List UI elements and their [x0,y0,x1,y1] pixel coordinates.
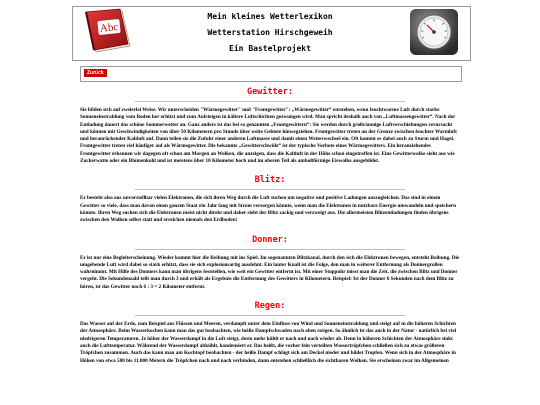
barometer-gauge-icon [409,8,459,56]
section-blitz [80,174,460,224]
divider [135,101,405,102]
nav-bar [80,66,462,82]
divider [135,249,405,250]
section-gewitter [80,86,460,165]
site-tagline: Ein Bastelprojekt [229,44,311,53]
site-subtitle: Wetterstation Hirschgeweih [207,28,333,37]
back-button[interactable]: Zurück [84,69,107,77]
logo-text: Abc [99,21,119,35]
section-text: Er besteht also aus unvorstellbar vielen Elektronen, die sich ihren Weg durch die Luft suchen um negative und positive Ladungen auszugleichen. Das sind in einem Gewitter so viele, dass man davon einen ganzen Staat ein Jahr lang mit Strom versorgen könnte, wenn man die Elektronen in nutzbare Energie umwandeln und speichern könnte. Ihren Weg suchen sich die Elektronen meist nicht direkt und daher sieht der Blitz zackig und verzweigt aus. Die allermeisten Blitzentladungen finden übrigens zwischen den Wolken selbst statt und erreichen niemals den Erdboden! [80,195,457,224]
section-donner [80,234,460,291]
dictionary-book-icon [78,8,138,56]
section-title: Regen: [254,301,286,312]
section-text: Sie bilden sich auf zweierlei Weise. Wir unterscheiden "Wärmegewitter" und "Frontgewitter": „Wärmegewitter“ entstehen, wenn feuchtwarme Luft durch starke Sonneneinstrahlung vom Boden her erhitzt und zum Aufsteigen in kältere Luftschichten gezwungen wird. Man spricht deshalb auch von „Luftmassengewitter“. Nach der Entladung dauert das schöne Sommerwetter an. Ganz anders ist das bei so genannten „Frontgewittern“: Sie werden durch großräumige Luftverschiebungen verursacht und können mit Geschwindigkeiten von über 50 Kilometern pro Stunde über weite Gebiete hinwegziehen. Frontgewitter treten an der Grenze zwischen feuchter Warmluft und heranrückender Kaltluft auf. Dann teilen sie die Zufuhr einer anderen Luftmasse und damit einen Wetterwechsel ein. Oft kommt es dabei auch zu Sturm und Hagel. Frontgewitter treten viel häufiger auf als Wärmegewitter. Die bekannte „Gewitterschwüle“ ist der typische Vorbote eines Wärmegewitters. Ein heranziehendes Frontgewitter erkennen wir dagegen oft schon am Morgen an Wolken, die anzeigen, dass die Kaltluft in der Höhe schon eingetroffen ist. Eine Gewitterwolke sieht aus wie Zuckerwatte oder ein Blumenkohl und ist meistens über 10 Kilometer hoch und im oberen Teil als amboßförmige Eiswolke ausgebildet. [80,107,457,165]
section-text: Das Wasser auf der Erde, zum Beispiel aus Flüssen und Meeren, verdampft unter dem Einfluss von Wind und Sonneneinstrahlung und steigt auf in die höheren Schichten der Atmosphäre. Beim Wasserkochen kann man das gut beobachten, wie heiße Dampfschwaden nach oben steigen. So ähnlich ist das auch in der Natur - natürlich bei viel niedrigeren Temperaturen. Je höher der Wasserdampf in die Luft steigt, desto mehr kühlt er nach und nach wieder ab. Denn in höheren Schichten der Atmosphäre sinkt auch die Lufttemperatur. Während der Wasserdampf abkühlt, kondensiert er. Das heißt, die vorher fein verteilten Wassertröpfchen schließen sich zu etwas größeren Tröpfchen zusammen. Auch das kann man am Kochtopf beobachten - der heiße Dampf schlägt sich am Deckel nieder und bildet Tropfen. Wenn sich in der Atmosphäre in Höhen von etwa 500 bis 11.000 Metern die Tröpfchen nach und nach verbinden, dann entstehen schließlich die sichtbaren Wolken. Sie erscheinen zwar im Allgemeinen [80,321,457,364]
section-title: Gewitter: [246,87,294,97]
section-title: Blitz: [254,175,286,186]
content [80,86,460,365]
section-title: Donner: [252,234,288,245]
site-title: Mein kleines Wetterlexikon [207,12,333,21]
divider [135,189,405,190]
section-regen [80,300,460,365]
section-text: Er ist nur eine Begleiterscheinung. Wieder kommt hier die Reibung mit ins Spiel. Im sogenannten Blitzkanal, durch den sich die Elektronen bewegen, entsteht Reibung. Die umgebende Luft wird dabei so stark erhitzt, dass sie sich explosionsartig ausdehnt. Ein lauter Knall ist die Folge, den man in weiterer Entfernung als Donnergrollen wahrnimmt. Mit Hilfe des Donners kann man übrigens feststellen, wie weit ein Gewitter entfernt ist. Mit einer Stoppuhr misst man die Zeit, die zwischen Blitz und Donner vergeht. Die Sekundenzahl teilt man durch 3 und erhält als Ergebnis die Entfernung des Gewitters in Kilometern. Beispiel: Ist der Donner 6 Sekunden nach dem Blitz zu hören, ist das Gewitter noch 6 : 3 = 2 Kilometer entfernt. [80,254,460,290]
divider [135,315,405,316]
